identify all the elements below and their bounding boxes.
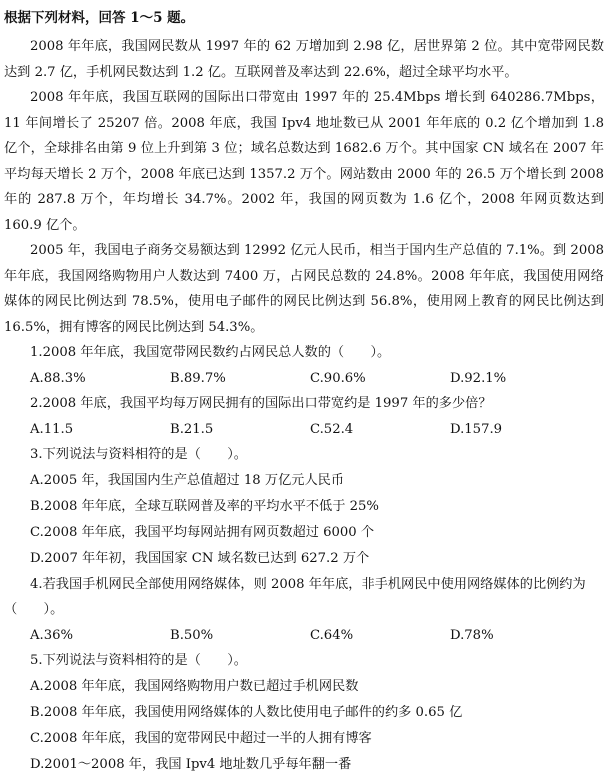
- question-1-option-c[interactable]: C.90.6%: [310, 370, 366, 386]
- question-5-stem: 5.下列说法与资料相符的是（ ）。: [30, 653, 247, 668]
- question-2-option-c[interactable]: C.52.4: [310, 421, 354, 437]
- question-1-option-d[interactable]: D.92.1%: [450, 370, 507, 386]
- question-4-option-c[interactable]: C.64%: [310, 627, 354, 643]
- question-3-stem: 3.下列说法与资料相符的是（ ）。: [30, 447, 247, 462]
- question-2-option-d[interactable]: D.157.9: [450, 421, 503, 437]
- material-paragraph-3: 2005 年，我国电子商务交易额达到 12992 亿元人民币，相当于国内生产总值的 7.1%。到 2008 年年底，我国网络购物用户人数达到 7400 万，占网民总数的 24.8%。2008 年年底，我国使用网络媒体的网民比例达到 78.5%，使用电子邮件的网民比例达到 56.8%，使用网上教育的网民比例达到 16.5%，拥有博客的网民比例达到 54.3%。: [4, 243, 604, 335]
- question-2-option-a[interactable]: A.11.5: [30, 421, 74, 437]
- question-2-stem: 2.2008 年底，我国平均每万网民拥有的国际出口带宽约是 1997 年的多少倍？: [30, 396, 492, 411]
- question-4-option-d[interactable]: D.78%: [450, 627, 494, 643]
- question-5-option-a[interactable]: A.2008 年年底，我国网络购物用户数已超过手机网民数: [30, 678, 359, 694]
- question-2-option-b[interactable]: B.21.5: [170, 421, 214, 437]
- question-4-options: [4, 623, 604, 649]
- question-4-stem: 4.若我国手机网民全部使用网络媒体，则 2008 年年底，非手机网民中使用网络媒体的比例约为（ ）。: [4, 576, 586, 617]
- question-5-option-c[interactable]: C.2008 年年底，我国的宽带网民中超过一半的人拥有博客: [30, 730, 372, 746]
- question-4-option-a[interactable]: A.36%: [30, 627, 74, 643]
- material-paragraph-1: 2008 年年底，我国网民数从 1997 年的 62 万增加到 2.98 亿，居世界第 2 位。其中宽带网民数达到 2.7 亿，手机网民数达到 1.2 亿。互联网普及率达到 22.6%，超过全球平均水平。: [4, 39, 604, 80]
- question-3-option-c[interactable]: C.2008 年年底，我国平均每网站拥有网页数超过 6000 个: [30, 524, 375, 540]
- instruction-title: 根据下列材料，回答 1～5 题。: [4, 10, 195, 26]
- question-5-option-b[interactable]: B.2008 年年底，我国使用网络媒体的人数比使用电子邮件的约多 0.65 亿: [30, 704, 463, 720]
- document: [4, 8, 604, 778]
- question-3-option-b[interactable]: B.2008 年年底，全球互联网普及率的平均水平不低于 25%: [30, 498, 379, 514]
- material-paragraph-2: 2008 年年底，我国互联网的国际出口带宽由 1997 年的 25.4Mbps 增长到 640286.7Mbps，11 年间增长了 25207 倍。2008 年底，我国 Ipv4 地址数已从 2001 年年底的 0.2 亿个增加到 1.8 亿个，全球排名由第 9 位上升到第 3 位；域名总数达到 1682.6 万个。其中国家 CN 域名在 2007 年平均每天增长 2 万个，2008 年底已达到 1357.2 万个。网站数由 2000 年的 26.5 万个增长到 2008 年的 287.8 万个，年均增长 34.7%。2002 年，我国的网页数为 1.6 亿个，2008 年网页数达到 160.9 亿个。: [4, 90, 604, 233]
- question-2-options: [4, 417, 604, 443]
- question-1-option-a[interactable]: A.88.3%: [30, 370, 86, 386]
- question-5-option-d[interactable]: D.2001～2008 年，我国 Ipv4 地址数几乎每年翻一番: [30, 756, 352, 772]
- question-1-options: [4, 366, 604, 392]
- question-1-option-b[interactable]: B.89.7%: [170, 370, 226, 386]
- question-3-option-a[interactable]: A.2005 年，我国国内生产总值超过 18 万亿元人民币: [30, 472, 345, 488]
- question-1-stem: 1.2008 年年底，我国宽带网民数约占网民总人数的（ ）。: [30, 345, 391, 360]
- question-4-option-b[interactable]: B.50%: [170, 627, 214, 643]
- question-3-option-d[interactable]: D.2007 年年初，我国国家 CN 域名数已达到 627.2 万个: [30, 550, 370, 566]
